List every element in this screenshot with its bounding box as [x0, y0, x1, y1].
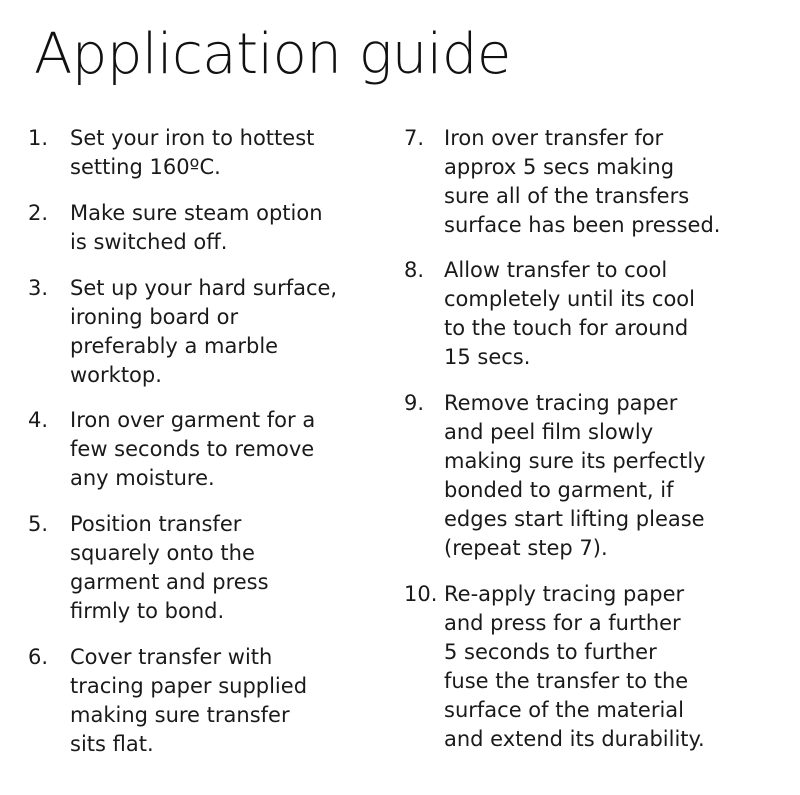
step-item	[28, 274, 388, 390]
step-text: Re-apply tracing paper and press for a further 5 seconds to further fuse the transfer to the surface of the material and extend its durability.	[444, 582, 705, 751]
step-item	[404, 389, 784, 563]
step-item	[404, 124, 784, 240]
step-item	[404, 256, 784, 372]
step-number: 10.	[404, 582, 438, 606]
step-number: 7.	[404, 126, 425, 150]
steps-column-right	[404, 124, 784, 770]
step-item	[28, 406, 388, 493]
step-item	[28, 643, 388, 759]
step-item	[404, 580, 784, 754]
step-text: Make sure steam option is switched off.	[70, 201, 323, 254]
step-item	[28, 199, 388, 257]
step-number: 3.	[28, 276, 49, 300]
step-text: Set your iron to hottest setting 160ºC.	[70, 126, 315, 179]
step-text: Remove tracing paper and peel film slowly making sure its perfectly bonded to garment, if edges start lifting please (repeat step 7).	[444, 391, 706, 560]
step-text: Position transfer squarely onto the garment and press firmly to bond.	[70, 512, 269, 623]
step-number: 5.	[28, 512, 49, 536]
step-text: Allow transfer to cool completely until its cool to the touch for around 15 secs.	[444, 258, 695, 369]
step-text: Iron over garment for a few seconds to remove any moisture.	[70, 408, 316, 490]
step-number: 1.	[28, 126, 49, 150]
step-number: 8.	[404, 258, 425, 282]
step-number: 2.	[28, 201, 49, 225]
step-number: 9.	[404, 391, 425, 415]
step-item	[28, 510, 388, 626]
steps-column-left	[28, 124, 388, 776]
step-item	[28, 124, 388, 182]
page-title: Application guide	[34, 22, 511, 87]
step-number: 4.	[28, 408, 49, 432]
step-text: Iron over transfer for approx 5 secs making sure all of the transfers surface has been pressed.	[444, 126, 721, 237]
step-number: 6.	[28, 645, 49, 669]
step-text: Set up your hard surface, ironing board or preferably a marble worktop.	[70, 276, 338, 387]
step-text: Cover transfer with tracing paper supplied making sure transfer sits flat.	[70, 645, 308, 756]
